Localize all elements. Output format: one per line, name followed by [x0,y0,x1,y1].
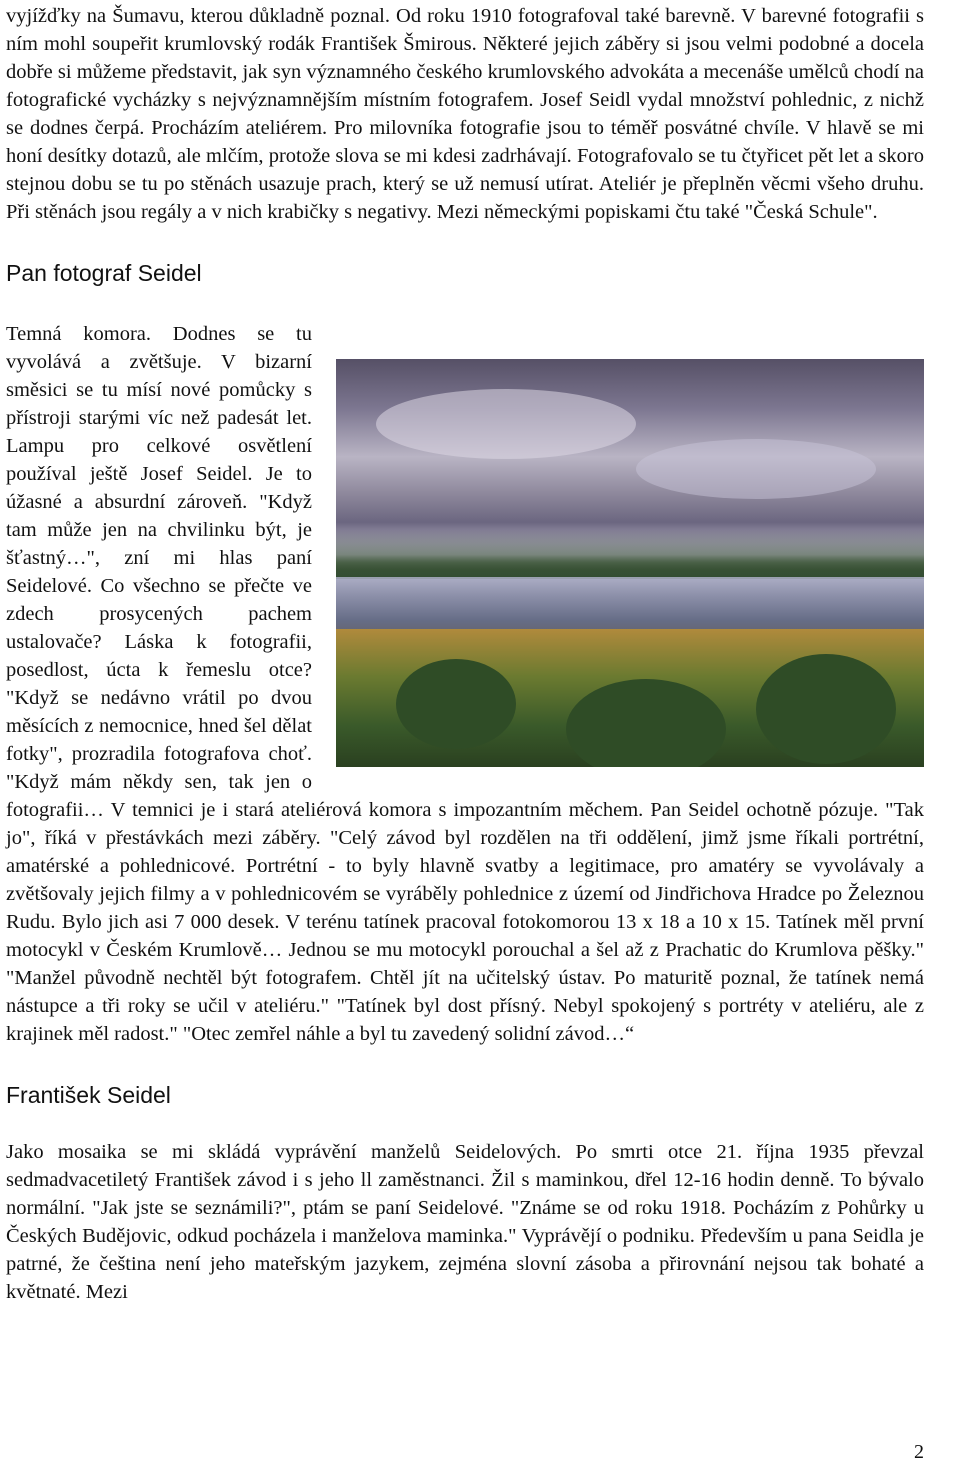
photo-cloud [636,439,876,499]
landscape-photo [336,359,924,767]
section-heading-frantisek-seidel: František Seidel [6,1082,171,1108]
photo-shrub [756,654,896,764]
section2-paragraph: Jako mosaika se mi skládá vyprávění manželů Seidelových. Po smrti otce 21. října 1935 převzal sedmadvacetiletý František závod i s jeho ll zaměstnanci. Žil s maminkou, dřel 12-16 hodin denně. To bývalo normální. "Jak jste se seznámili?", ptám se paní Seidelové. "Známe se od roku 1918. Pocházím z Pohůrky u Českých Budějovic, odkud pocházela i manželova maminka." Vyprávějí o podniku. Především u pana Seidla je patrné, že čeština není jeho mateřským jazykem, zejména slovní zásoba a přirovnání nejsou tak bohaté a květnaté. Mezi [6,1141,924,1303]
page-number: 2 [914,1441,924,1463]
section-heading-pan-fotograf-seidel: Pan fotograf Seidel [6,260,202,286]
section1-paragraph: Temná komora. Dodnes se tu vyvolává a zvětšuje. V bizarní směsici se tu mísí nové pomůcky s přístroji starými víc než padesát let. Lampu pro celkové osvětlení používal ještě Josef Seidel. Je to úžasné a absurdní zároveň. "Když tam může jen na chvilinku být, je šťastný…", zní mi hlas paní Seidelové. Co všechno se přečte ve zdech prosycených pachem ustalovače? Láska k fotografii, posedlost, úcta k řemeslu otce? "Když se nedávno vrátil po dvou měsících z nemocnice, hned šel dělat fotky", prozradila fotografova choť. "Když mám někdy sen, tak jen o fotografii… V temnici je i stará ateliérová komora s impozantním měchem. Pan Seidel ochotně pózuje. "Tak jo", říká v přestávkách mezi záběry. "Celý závod byl rozdělen na tři oddělení, jimž jsme říkali portrétní, amatérské a pohlednicové. Portrétní - to byly hlavně svatby a legitimace, pro amatéry se vyvolávaly a zvětšovaly jejich filmy a v pohlednicovém se vyráběly pohlednice z území od Jindřichova Hradce po Železnou Rudu. Bylo jich asi 7 000 desek. V terénu tatínek pracoval fotokomorou 13 x 18 a 10 x 15. Tatínek měl první motocykl v Českém Krumlově… Jednou se mu motocykl porouchal a šel až z Prachatic do Krumlova pěšky." "Manžel původně nechtěl být fotografem. Chtěl jít na učitelský ústav. Po maturitě poznal, že tatínek nemá nástupce a tři roky se učil v ateliéru." "Tatínek byl dost přísný. Nebyl spokojený s portréty v ateliéru, ale z krajinek měl radost." "Otec zemřel náhle a byl tu zavedený solidní závod…“ [6,323,924,1045]
photo-treeline [336,529,924,579]
photo-cloud [376,389,636,459]
photo-shrub [396,659,516,749]
intro-paragraph: vyjížďky na Šumavu, kterou důkladně poznal. Od roku 1910 fotografoval také barevně. V barevné fotografii s ním mohl soupeřit krumlovský rodák František Šmirous. Některé jejich záběry si jsou velmi podobné a docela dobře si můžeme představit, jak syn významného českého krumlovského advokáta a mecenáše umělců chodí na fotografické vycházky s nejvýznamnějším místním fotografem. Josef Seidl vydal množství pohlednic, z nichž se dodnes čerpá. Procházím ateliérem. Pro milovníka fotografie jsou to téměř posvátné chvíle. V hlavě se mi honí desítky dotazů, ale mlčím, protože slova se mi kdesi zadrhávají. Fotografovalo se tu čtyřicet pět let a skoro stejnou dobu se tu po stěnách usazuje prach, který se už nemusí utírat. Ateliér je přeplněn věcmi všeho druhu. Při stěnách jsou regály a v nich krabičky s negativy. Mezi německými popiskami čtu také "Česká Schule". [6,5,924,223]
